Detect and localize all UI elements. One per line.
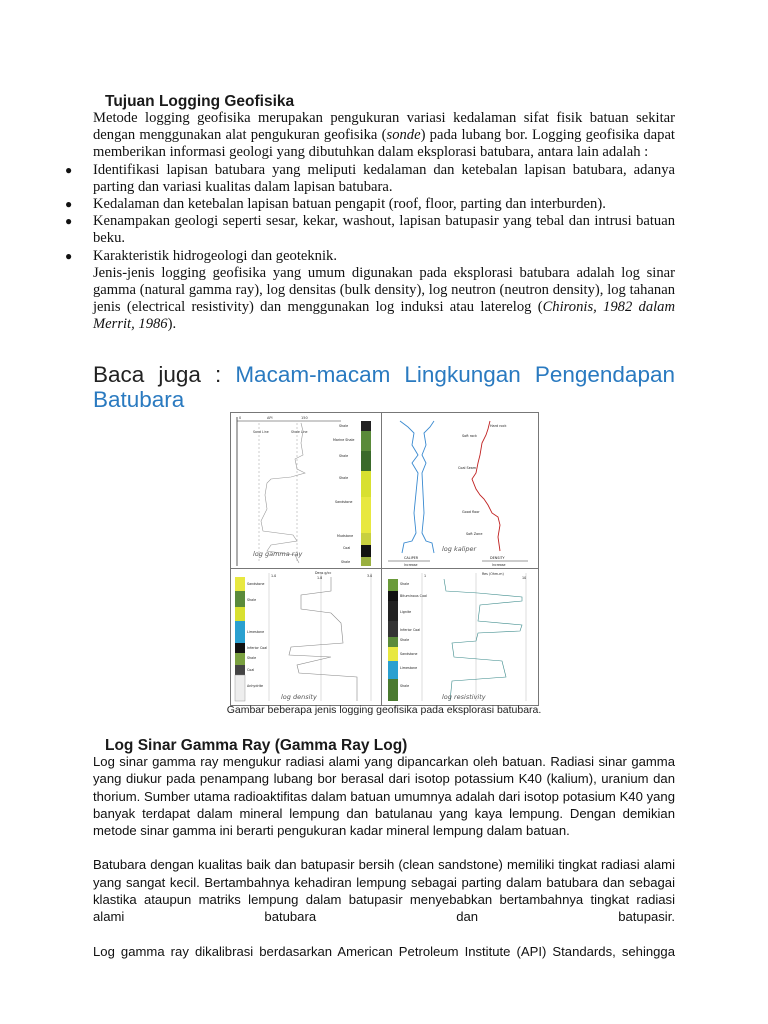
gamma-lith-5: Sandstone [335, 500, 353, 504]
logging-types-paragraph: Jenis-jenis logging geofisika yang umum digunakan pada eksplorasi batubara adalah log sinar gamma (natural gamma ray), log densitas (bulk density), log neutron (neutron density), log tahanan jenis (electrical resistivity) dan menggunakan log induksi atau laterelog (Chironis, 1982 dalam Merrit, 1986). [93, 264, 676, 333]
caliper-axis-title: CALIPER [404, 556, 419, 560]
intro-paragraph: Metode logging geofisika merupakan pengukuran variasi kedalaman sifat fisik batuan sekitar dengan menggunakan alat pengukuran geofisika (sonde) pada lubang bor. Logging geofisika dapat memberikan informasi geologi yang dibutuhkan dalam eksplorasi batubara, antara lain adalah : [93, 110, 675, 161]
res-lith-6: Sandstone [400, 652, 418, 656]
density-axis-3: 3.0 [367, 574, 373, 578]
caliper-label-4: Good floor [462, 510, 480, 514]
caliper-title: log kaliper [442, 545, 477, 553]
density-axis-1: 1.0 [271, 574, 277, 578]
heading-gamma-ray-log: Log Sinar Gamma Ray (Gamma Ray Log) [105, 737, 408, 754]
density-lith-6: Coal [247, 668, 255, 672]
density-lith-7: Anhydrite [247, 684, 264, 688]
gamma-lith-4: Shale [339, 476, 349, 480]
density-lith-1: Sandstone [247, 582, 265, 586]
section2-body [93, 753, 675, 960]
gamma-axis-max: 150 [301, 416, 308, 420]
bullet-icon: ● [65, 162, 73, 177]
res-lith-1: Shale [400, 582, 410, 586]
density-lith-3: Limestone [247, 630, 265, 634]
res-lith-2: Bituminous Coal [400, 594, 427, 598]
caliper-label-3: Coal Seam [458, 466, 477, 470]
gamma-ray-paragraph-2: Batubara dengan kualitas baik dan batupasir bersih (clean sandstone) memiliki tingkat radiasi alami yang sangat kecil. Bertambahnya kehadiran lempung sebagai parting dalam batubara dan sebagai klastika ataupun matriks lempung dalam batupasir menyebabkan bertambahnya tingkat radiasi alami batubara dan batupasir. [93, 857, 675, 925]
density-lith-2: Shale [247, 598, 257, 602]
figure-caption: Gambar beberapa jenis logging geofisika pada eksplorasi batubara. [226, 704, 542, 716]
density-axis-note: Increase [492, 563, 506, 567]
bullet-icon: ● [65, 197, 73, 212]
density-axis-unit: Dens g/cc [315, 571, 332, 575]
logging-figure [228, 410, 539, 706]
gamma-axis-min: 0 [239, 416, 242, 420]
gamma-ray-paragraph-1: Log sinar gamma ray mengukur radiasi alami yang dipancarkan oleh batuan. Radiasi sinar gamma yang diukur pada penampang lubang bor berasal dari isotop potassium K40 (kalium), uranium dan thorium. Sumber utama radioaktifitas dalam batuan umumnya adalah dari isotop potasium K40 yang banyak terdapat dalam mineral lempung dan batulanau yang kaya lempung. Dengan demikian metode sinar gamma ini berarti pengukuran kadar mineral lempung dalam batuan. [93, 754, 675, 839]
resistivity-title: log resistivity [442, 693, 486, 701]
gamma-ray-plot [231, 413, 381, 568]
list-item: ● Karakteristik hidrogeologi dan geoteknik. [65, 247, 337, 264]
caliper-plot [382, 413, 538, 568]
section1-body [65, 110, 676, 334]
density-lith-5: Shale [247, 656, 257, 660]
resistivity-plot [382, 569, 538, 705]
gamma-title: log gamma ray [253, 550, 303, 558]
caliper-label-1: Hard rock [490, 424, 507, 428]
res-lith-7: Limestone [400, 666, 418, 670]
bullet-icon: ● [65, 248, 73, 263]
density-log-panel [230, 568, 382, 706]
gamma-lith-3: Shale [339, 454, 349, 458]
bullet-icon: ● [65, 214, 73, 229]
objectives-list [65, 161, 675, 265]
density-title: log density [281, 693, 317, 701]
res-axis-unit: Res (Ohm-m) [482, 572, 504, 576]
sand-line-label: Sand Line [253, 430, 269, 434]
shale-line-label: Shale Line [291, 430, 308, 434]
caliper-label-5: Soft Zone [466, 532, 483, 536]
res-lith-3: Lignite [400, 610, 412, 614]
caliper-label-2: Soft rock [462, 434, 477, 438]
gamma-lith-2: Marine Shale [333, 438, 355, 442]
res-axis-1: 1 [424, 574, 427, 578]
res-lith-8: Shale [400, 684, 410, 688]
density-axis-2: 1.8 [317, 576, 323, 580]
caliper-log-panel [381, 412, 539, 569]
density-lith-4: Inferior Coal [247, 646, 268, 650]
gamma-lith-7: Coal [343, 546, 351, 550]
gamma-lith-8: Shale [341, 560, 351, 564]
related-article-link[interactable]: Macam-macam Lingkungan Pengendapan Batubara [93, 362, 675, 412]
gamma-axis-unit: API [267, 416, 273, 420]
heading-tujuan-logging: Tujuan Logging Geofisika [105, 93, 295, 110]
gamma-ray-log-panel [230, 412, 382, 569]
res-lith-5: Shale [400, 638, 410, 642]
gamma-lith-1: Shale [339, 424, 349, 428]
gamma-lith-6: Mudstone [337, 534, 354, 538]
baca-juga [93, 362, 675, 412]
list-item: ● Kenampakan geologi seperti sesar, kekar, washout, lapisan batupasir yang tebal dan intrusi batuan beku. [65, 213, 675, 247]
baca-juga-prefix: Baca juga : [93, 362, 236, 387]
list-item: ● Identifikasi lapisan batubara yang meliputi kedalaman dan ketebalan lapisan batubara, adanya parting dan variasi kualitas dalam lapisan batubara. [65, 161, 675, 195]
density-axis-title: DENSITY [490, 556, 505, 560]
density-plot [231, 569, 381, 705]
res-lith-4: Inferior Coal [400, 628, 421, 632]
caliper-axis-note: Increase [404, 563, 418, 567]
list-item: ● Kedalaman dan ketebalan lapisan batuan pengapit (roof, floor, parting dan interburden). [65, 196, 606, 213]
resistivity-log-panel [381, 568, 539, 706]
gamma-ray-paragraph-3: Log gamma ray dikalibrasi berdasarkan American Petroleum Institute (API) Standards, sehingga [93, 943, 675, 959]
res-axis-2: 10 [522, 576, 527, 580]
